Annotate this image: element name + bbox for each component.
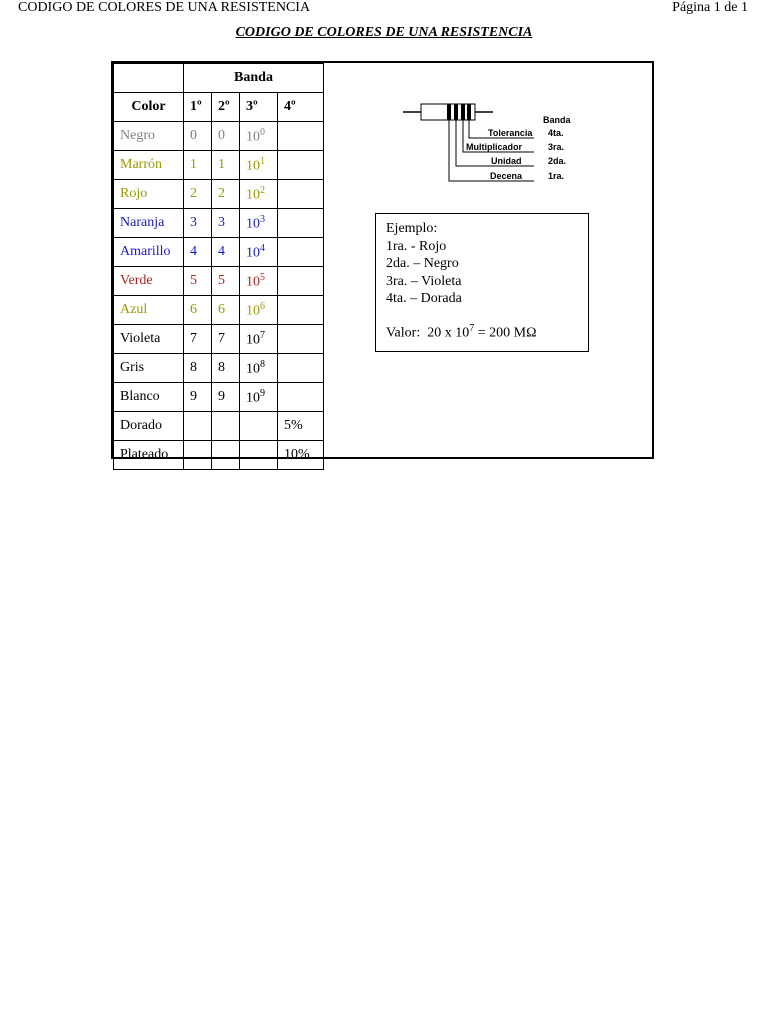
band1-cell [184, 441, 212, 470]
label-tolerancia: Tolerancia [488, 128, 533, 138]
ordinal-4ta: 4ta. [548, 128, 564, 138]
tolerance-cell [278, 383, 324, 412]
multiplier-exponent: 5 [260, 271, 265, 283]
example-value-suffix: = 200 MΩ [474, 325, 537, 341]
band2-cell: 8 [212, 354, 240, 383]
multiplier-cell [240, 325, 278, 354]
multiplier-exponent: 7 [260, 329, 265, 341]
tolerance-cell: 5% [278, 412, 324, 441]
multiplier-cell [240, 412, 278, 441]
tolerance-cell [278, 180, 324, 209]
band2-cell [212, 441, 240, 470]
band2-cell: 6 [212, 296, 240, 325]
table-row [114, 354, 324, 383]
color-name-cell: Amarillo [114, 238, 184, 267]
table-row [114, 209, 324, 238]
band-header: Banda [184, 64, 324, 93]
band2-cell: 2 [212, 180, 240, 209]
color-name-cell: Rojo [114, 180, 184, 209]
multiplier-exponent: 4 [260, 242, 265, 254]
color-name-cell: Naranja [114, 209, 184, 238]
ordinal-1ra: 1ra. [548, 171, 565, 181]
tolerance-cell [278, 151, 324, 180]
band1-cell: 1 [184, 151, 212, 180]
document-title: CODIGO DE COLORES DE UNA RESISTENCIA [235, 25, 533, 40]
multiplier-base: 10 [246, 187, 260, 203]
multiplier-exponent: 2 [260, 184, 265, 196]
table-row [114, 412, 324, 441]
table-row [114, 151, 324, 180]
resistor-diagram [403, 101, 603, 201]
band2-cell: 0 [212, 122, 240, 151]
band-col-3: 3º [240, 93, 278, 122]
color-code-table [113, 63, 324, 470]
table-row [114, 296, 324, 325]
band-col-4: 4º [278, 93, 324, 122]
table-row [114, 122, 324, 151]
band1-cell: 8 [184, 354, 212, 383]
band1-cell: 2 [184, 180, 212, 209]
multiplier-cell [240, 383, 278, 412]
color-name-cell: Marrón [114, 151, 184, 180]
band2-cell [212, 412, 240, 441]
multiplier-cell [240, 209, 278, 238]
band2-cell: 3 [212, 209, 240, 238]
example-box [375, 213, 589, 352]
color-name-cell: Negro [114, 122, 184, 151]
tolerance-cell [278, 122, 324, 151]
band-col-1: 1º [184, 93, 212, 122]
multiplier-cell [240, 354, 278, 383]
color-name-cell: Violeta [114, 325, 184, 354]
multiplier-exponent: 1 [260, 155, 265, 167]
table-row [114, 325, 324, 354]
band1-cell: 4 [184, 238, 212, 267]
banda-label: Banda [543, 115, 571, 125]
color-name-cell: Azul [114, 296, 184, 325]
multiplier-base: 10 [246, 129, 260, 145]
multiplier-cell [240, 238, 278, 267]
label-decena: Decena [490, 171, 523, 181]
label-multiplicador: Multiplicador [466, 142, 522, 152]
tolerance-cell [278, 325, 324, 354]
color-name-cell: Plateado [114, 441, 184, 470]
band2-cell: 7 [212, 325, 240, 354]
table-row [114, 238, 324, 267]
multiplier-base: 10 [246, 274, 260, 290]
multiplier-exponent: 9 [260, 387, 265, 399]
band1-cell: 9 [184, 383, 212, 412]
table-row [114, 267, 324, 296]
color-name-cell: Dorado [114, 412, 184, 441]
page-number: Página 1 de 1 [672, 0, 748, 15]
multiplier-cell [240, 441, 278, 470]
example-value-exponent: 7 [469, 322, 475, 334]
table-corner-cell [114, 64, 184, 93]
multiplier-exponent: 8 [260, 358, 265, 370]
example-heading: Ejemplo: [386, 221, 438, 236]
table-row [114, 180, 324, 209]
label-unidad: Unidad [491, 156, 522, 166]
band1-cell: 5 [184, 267, 212, 296]
example-line: 1ra. - Rojo [386, 238, 447, 254]
ordinal-2da: 2da. [548, 156, 567, 166]
color-name-cell: Verde [114, 267, 184, 296]
multiplier-cell [240, 267, 278, 296]
band2-cell: 9 [212, 383, 240, 412]
tolerance-cell [278, 209, 324, 238]
example-value [386, 320, 578, 342]
band1-cell [184, 412, 212, 441]
resistor-icon [403, 104, 493, 120]
tolerance-cell [278, 354, 324, 383]
multiplier-cell [240, 180, 278, 209]
multiplier-base: 10 [246, 245, 260, 261]
tolerance-cell [278, 238, 324, 267]
band1-cell: 0 [184, 122, 212, 151]
band2-cell: 5 [212, 267, 240, 296]
tolerance-cell: 10% [278, 441, 324, 470]
band1-cell: 3 [184, 209, 212, 238]
multiplier-base: 10 [246, 216, 260, 232]
color-name-cell: Blanco [114, 383, 184, 412]
multiplier-exponent: 0 [260, 126, 265, 138]
ordinal-3ra: 3ra. [548, 142, 565, 152]
multiplier-exponent: 6 [260, 300, 265, 312]
band2-cell: 4 [212, 238, 240, 267]
multiplier-cell [240, 151, 278, 180]
content-frame [111, 61, 654, 462]
page-header-title: CODIGO DE COLORES DE UNA RESISTENCIA [18, 0, 311, 15]
color-name-cell: Gris [114, 354, 184, 383]
band2-cell: 1 [212, 151, 240, 180]
multiplier-base: 10 [246, 390, 260, 406]
band1-cell: 6 [184, 296, 212, 325]
tolerance-cell [278, 296, 324, 325]
tolerance-cell [278, 267, 324, 296]
color-header: Color [114, 93, 184, 122]
multiplier-cell [240, 296, 278, 325]
multiplier-base: 10 [246, 303, 260, 319]
multiplier-base: 10 [246, 332, 260, 348]
example-line: 4ta. – Dorada [386, 291, 462, 306]
example-line: 2da. – Negro [386, 256, 459, 271]
example-value-prefix: Valor: 20 x 10 [386, 325, 470, 341]
multiplier-base: 10 [246, 158, 260, 174]
table-row [114, 383, 324, 412]
example-line: 3ra. – Violeta [386, 273, 462, 289]
multiplier-base: 10 [246, 361, 260, 377]
band1-cell: 7 [184, 325, 212, 354]
table-body [114, 122, 324, 470]
multiplier-exponent: 3 [260, 213, 265, 225]
multiplier-cell [240, 122, 278, 151]
table-row [114, 441, 324, 470]
band-col-2: 2º [212, 93, 240, 122]
